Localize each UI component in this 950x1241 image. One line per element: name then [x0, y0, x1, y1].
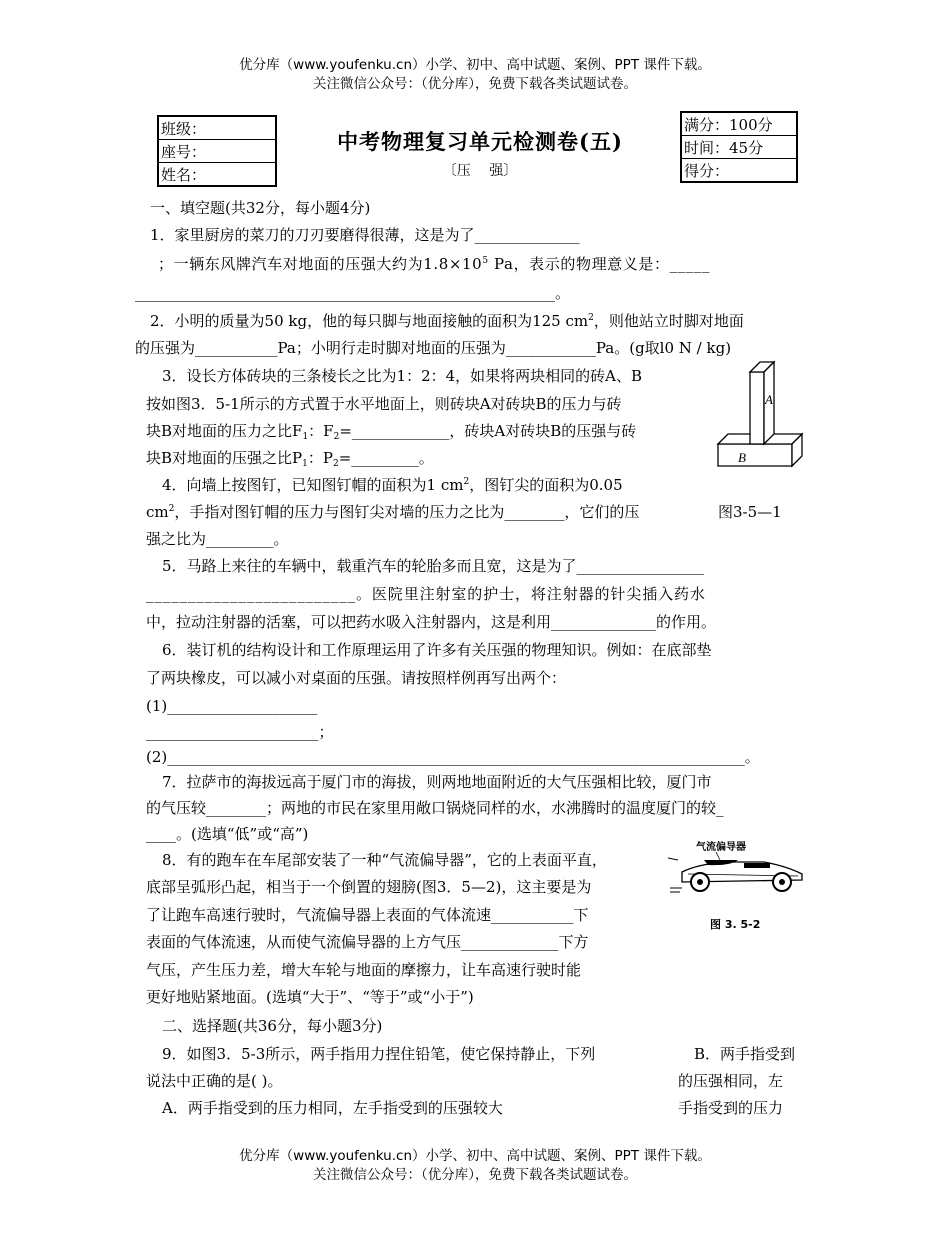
q5-line-a: 5．马路上来往的车辆中，载重汽车的轮胎多而且宽，这是为了_________________ — [162, 557, 705, 575]
q4-line-a: 4．向墙上按图钉，已知图钉帽的面积为1 $cm^2$，图钉尖的面积为0.05 — [162, 476, 623, 494]
q6-line-c: (1)____________________ — [146, 697, 318, 715]
q9-option-b-line-2[interactable]: 的压强相同，左 — [678, 1072, 784, 1090]
label-pointer — [716, 852, 720, 860]
cockpit — [744, 863, 770, 868]
q8-line-f: 更好地贴紧地面。(选填“大于”、“等于”或“小于”) — [146, 988, 474, 1006]
seat-field[interactable]: 座号： — [159, 140, 275, 163]
q9-option-b-line-3[interactable]: 手指受到的压力 — [678, 1099, 784, 1117]
q8-line-c: 了让跑车高速行驶时，气流偏导器上表面的气体流速___________下 — [146, 906, 589, 924]
brick-b-label: B — [738, 450, 746, 465]
q6-line-b: 了两块橡皮，可以减小对桌面的压强。请按照样例再写出两个： — [146, 669, 567, 687]
spoiler-label: 气流偏导器 — [696, 842, 746, 853]
figure-3-5-1-caption: 图3-5—1 — [718, 503, 782, 521]
header-line-1: 优分库（www.youfenku.cn）小学、初中、高中试题、案例、PPT 课件下载。 — [239, 57, 711, 73]
q3-line-c: 块B对地面的压力之比$F_1$：$F_2=\_\_\_\_\_\_\_\_\_\_\_\_\_$，砖块A对砖块B的压强与砖 — [146, 422, 637, 442]
q6-line-e: (2)_____________________________________________________________________________。 — [146, 748, 760, 766]
q3-line-b: 按如图3．5-1所示的方式置于水平地面上，则砖块A对砖块B的压力与砖 — [146, 395, 622, 413]
page-title: 中考物理复习单元检测卷(五) — [337, 129, 623, 154]
q8-line-b: 底部呈弧形凸起，相当于一个倒置的翅膀(图3．5—2)，这主要是为 — [146, 878, 592, 896]
q3-line-a: 3．设长方体砖块的三条棱长之比为1：2：4，如果将两块相同的砖A、B — [162, 367, 643, 385]
race-car-figure — [668, 838, 813, 936]
q1-line-a: 1．家里厨房的菜刀的刀刃要磨得很薄，这是为了______________ — [150, 226, 580, 244]
time-limit: 时间：45分 — [682, 136, 796, 159]
score-info-box — [680, 111, 798, 183]
q9-option-b-line-1[interactable]: B．两手指受到 — [694, 1045, 796, 1063]
footer-line-1: 优分库（www.youfenku.cn）小学、初中、高中试题、案例、PPT 课件下载。 — [239, 1148, 711, 1164]
section-1-heading: 一、填空题(共32分，每小题4分) — [150, 199, 371, 217]
q4-line-c: 强之比为_________。 — [146, 530, 289, 548]
name-field[interactable]: 姓名： — [161, 165, 207, 184]
airflow-line — [668, 858, 678, 860]
footer-line-2: 关注微信公众号：（优分库），免费下载各类试题试卷。 — [313, 1167, 637, 1183]
q9-line-b: 说法中正确的是( )。 — [146, 1072, 283, 1090]
q8-line-d: 表面的气体流速，从而使气流偏导器的上方气压_____________下方 — [146, 933, 589, 951]
q5-line-b: _________________________。医院里注射室的护士，将注射器的针尖插入药水 — [146, 585, 706, 603]
student-info-box — [157, 115, 277, 187]
q9-option-a[interactable]: A．两手指受到的压力相同，左手指受到的压强较大 — [162, 1099, 503, 1117]
q1-line-b: ；一辆东风牌汽车对地面的压强大约为$1.8\times 10^5$ Pa，表示的物理意义是：_____ — [158, 255, 711, 273]
q7-line-a: 7．拉萨市的海拔远高于厦门市的海拔，则两地地面附近的大气压强相比较，厦门市 — [162, 773, 712, 791]
brick-figure — [712, 358, 812, 470]
q5-line-c: 中，拉动注射器的活塞，可以把药水吸入注射器内，这是利用______________的作用。 — [146, 613, 717, 631]
full-score: 满分：100分 — [682, 113, 796, 136]
q6-line-d: _______________________； — [146, 723, 334, 741]
q8-line-a: 8．有的跑车在车尾部安装了一种“气流偏导器”，它的上表面平直， — [162, 851, 607, 869]
class-field[interactable]: 班级： — [159, 117, 275, 140]
brick-b-front — [718, 444, 792, 466]
figure-3-5-2-caption: 图 3. 5-2 — [710, 918, 761, 931]
q9-line-a: 9．如图3．5-3所示，两手指用力捏住铅笔，使它保持静止，下列 — [162, 1045, 596, 1063]
q8-line-e: 气压，产生压力差，增大车轮与地面的摩擦力，让车高速行驶时能 — [146, 961, 582, 979]
q2-line-b: 的压强为___________Pa；小明行走时脚对地面的压强为____________Pa。(g取l0 N / kg) — [135, 339, 732, 357]
front-wheel-hub — [779, 879, 785, 885]
page-subtitle: 〔压 强〕 — [442, 163, 518, 179]
q7-line-c: ____。(选填“低”或“高”) — [146, 825, 309, 843]
q7-line-b: 的气压较________；两地的市民在家里用敞口锅烧同样的水，水沸腾时的温度厦门的较_ — [146, 799, 724, 817]
q4-line-b: $cm^2$，手指对图钉帽的压力与图钉尖对墙的压力之比为________，它们的压 — [146, 503, 640, 521]
q6-line-a: 6．装订机的结构设计和工作原理运用了许多有关压强的物理知识。例如：在底部垫 — [162, 641, 712, 659]
brick-a-label: A — [765, 392, 773, 407]
q3-line-d: 块B对地面的压强之比$P_1$：$P_2=\_\_\_\_\_\_\_\_\_$。 — [146, 449, 434, 469]
rear-wheel-hub — [697, 879, 703, 885]
score-field[interactable]: 得分： — [684, 161, 730, 180]
q1-line-c: ________________________________________________________。 — [135, 284, 571, 302]
brick-a-front — [750, 372, 764, 444]
header-line-2: 关注微信公众号：（优分库），免费下载各类试题试卷。 — [313, 76, 637, 92]
q2-line-a: 2．小明的质量为50 kg，他的每只脚与地面接触的面积为125 $cm^2$，则他站立时脚对地面 — [150, 312, 744, 330]
section-2-heading: 二、选择题(共36分，每小题3分) — [162, 1017, 383, 1035]
